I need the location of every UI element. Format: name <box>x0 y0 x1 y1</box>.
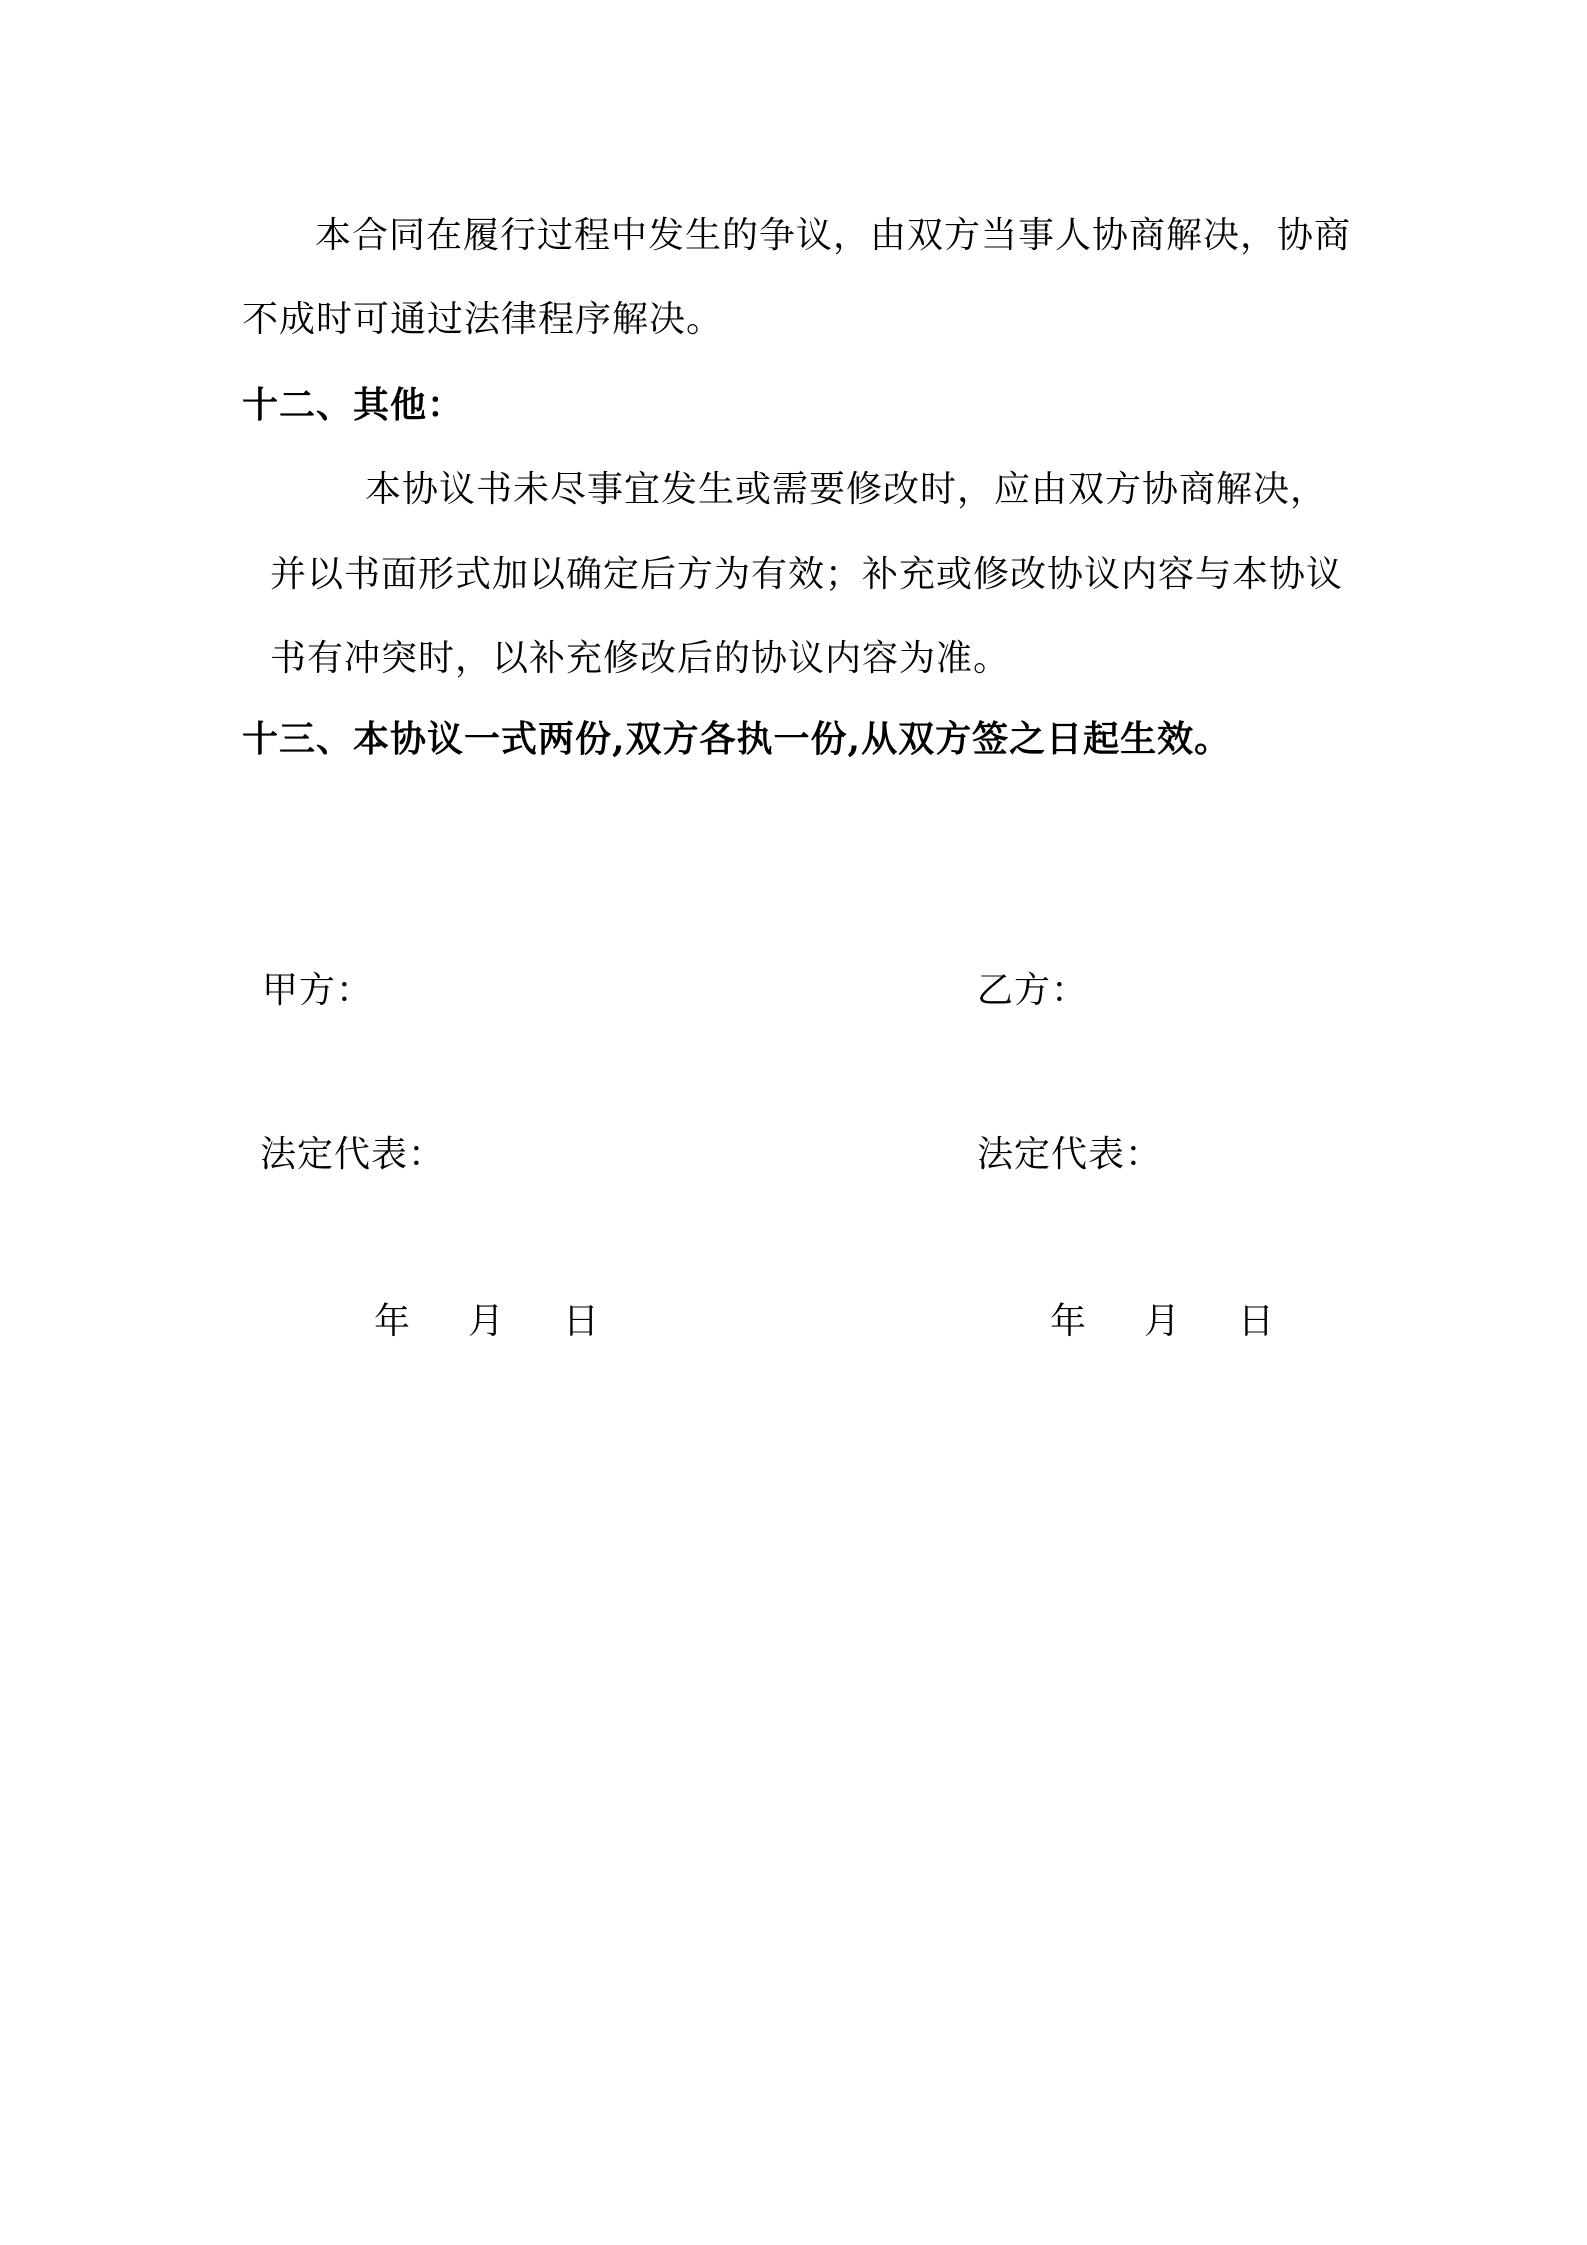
clause11-line2: 不成时可通过法律程序解决。 <box>242 299 724 340</box>
clause12-heading: 十二、其他： <box>242 384 465 426</box>
party-a-label: 甲方： <box>262 970 374 1011</box>
party-a-rep-label: 法定代表： <box>260 1134 446 1175</box>
clause12-line2: 并以书面形式加以确定后方为有效；补充或修改协议内容与本协议 <box>270 554 1344 595</box>
party-a-date-month: 月 <box>468 1301 506 1342</box>
party-b-date-year: 年 <box>1050 1301 1088 1342</box>
party-b-date-month: 月 <box>1144 1301 1182 1342</box>
party-a-date-year: 年 <box>374 1301 412 1342</box>
clause11-line1: 本合同在履行过程中发生的争议，由双方当事人协商解决，协商 <box>315 215 1352 256</box>
party-b-date-day: 日 <box>1238 1301 1276 1342</box>
clause12-line3: 书有冲突时，以补充修改后的协议内容为准。 <box>270 638 1011 679</box>
party-a-date-day: 日 <box>563 1301 601 1342</box>
clause12-line1: 本协议书未尽事宜发生或需要修改时，应由双方协商解决， <box>365 469 1328 510</box>
clause13-text: 十三、本协议一式两份,双方各执一份,从双方签之日起生效。 <box>242 718 1232 760</box>
party-b-label: 乙方： <box>977 970 1089 1011</box>
party-b-rep-label: 法定代表： <box>977 1134 1163 1175</box>
